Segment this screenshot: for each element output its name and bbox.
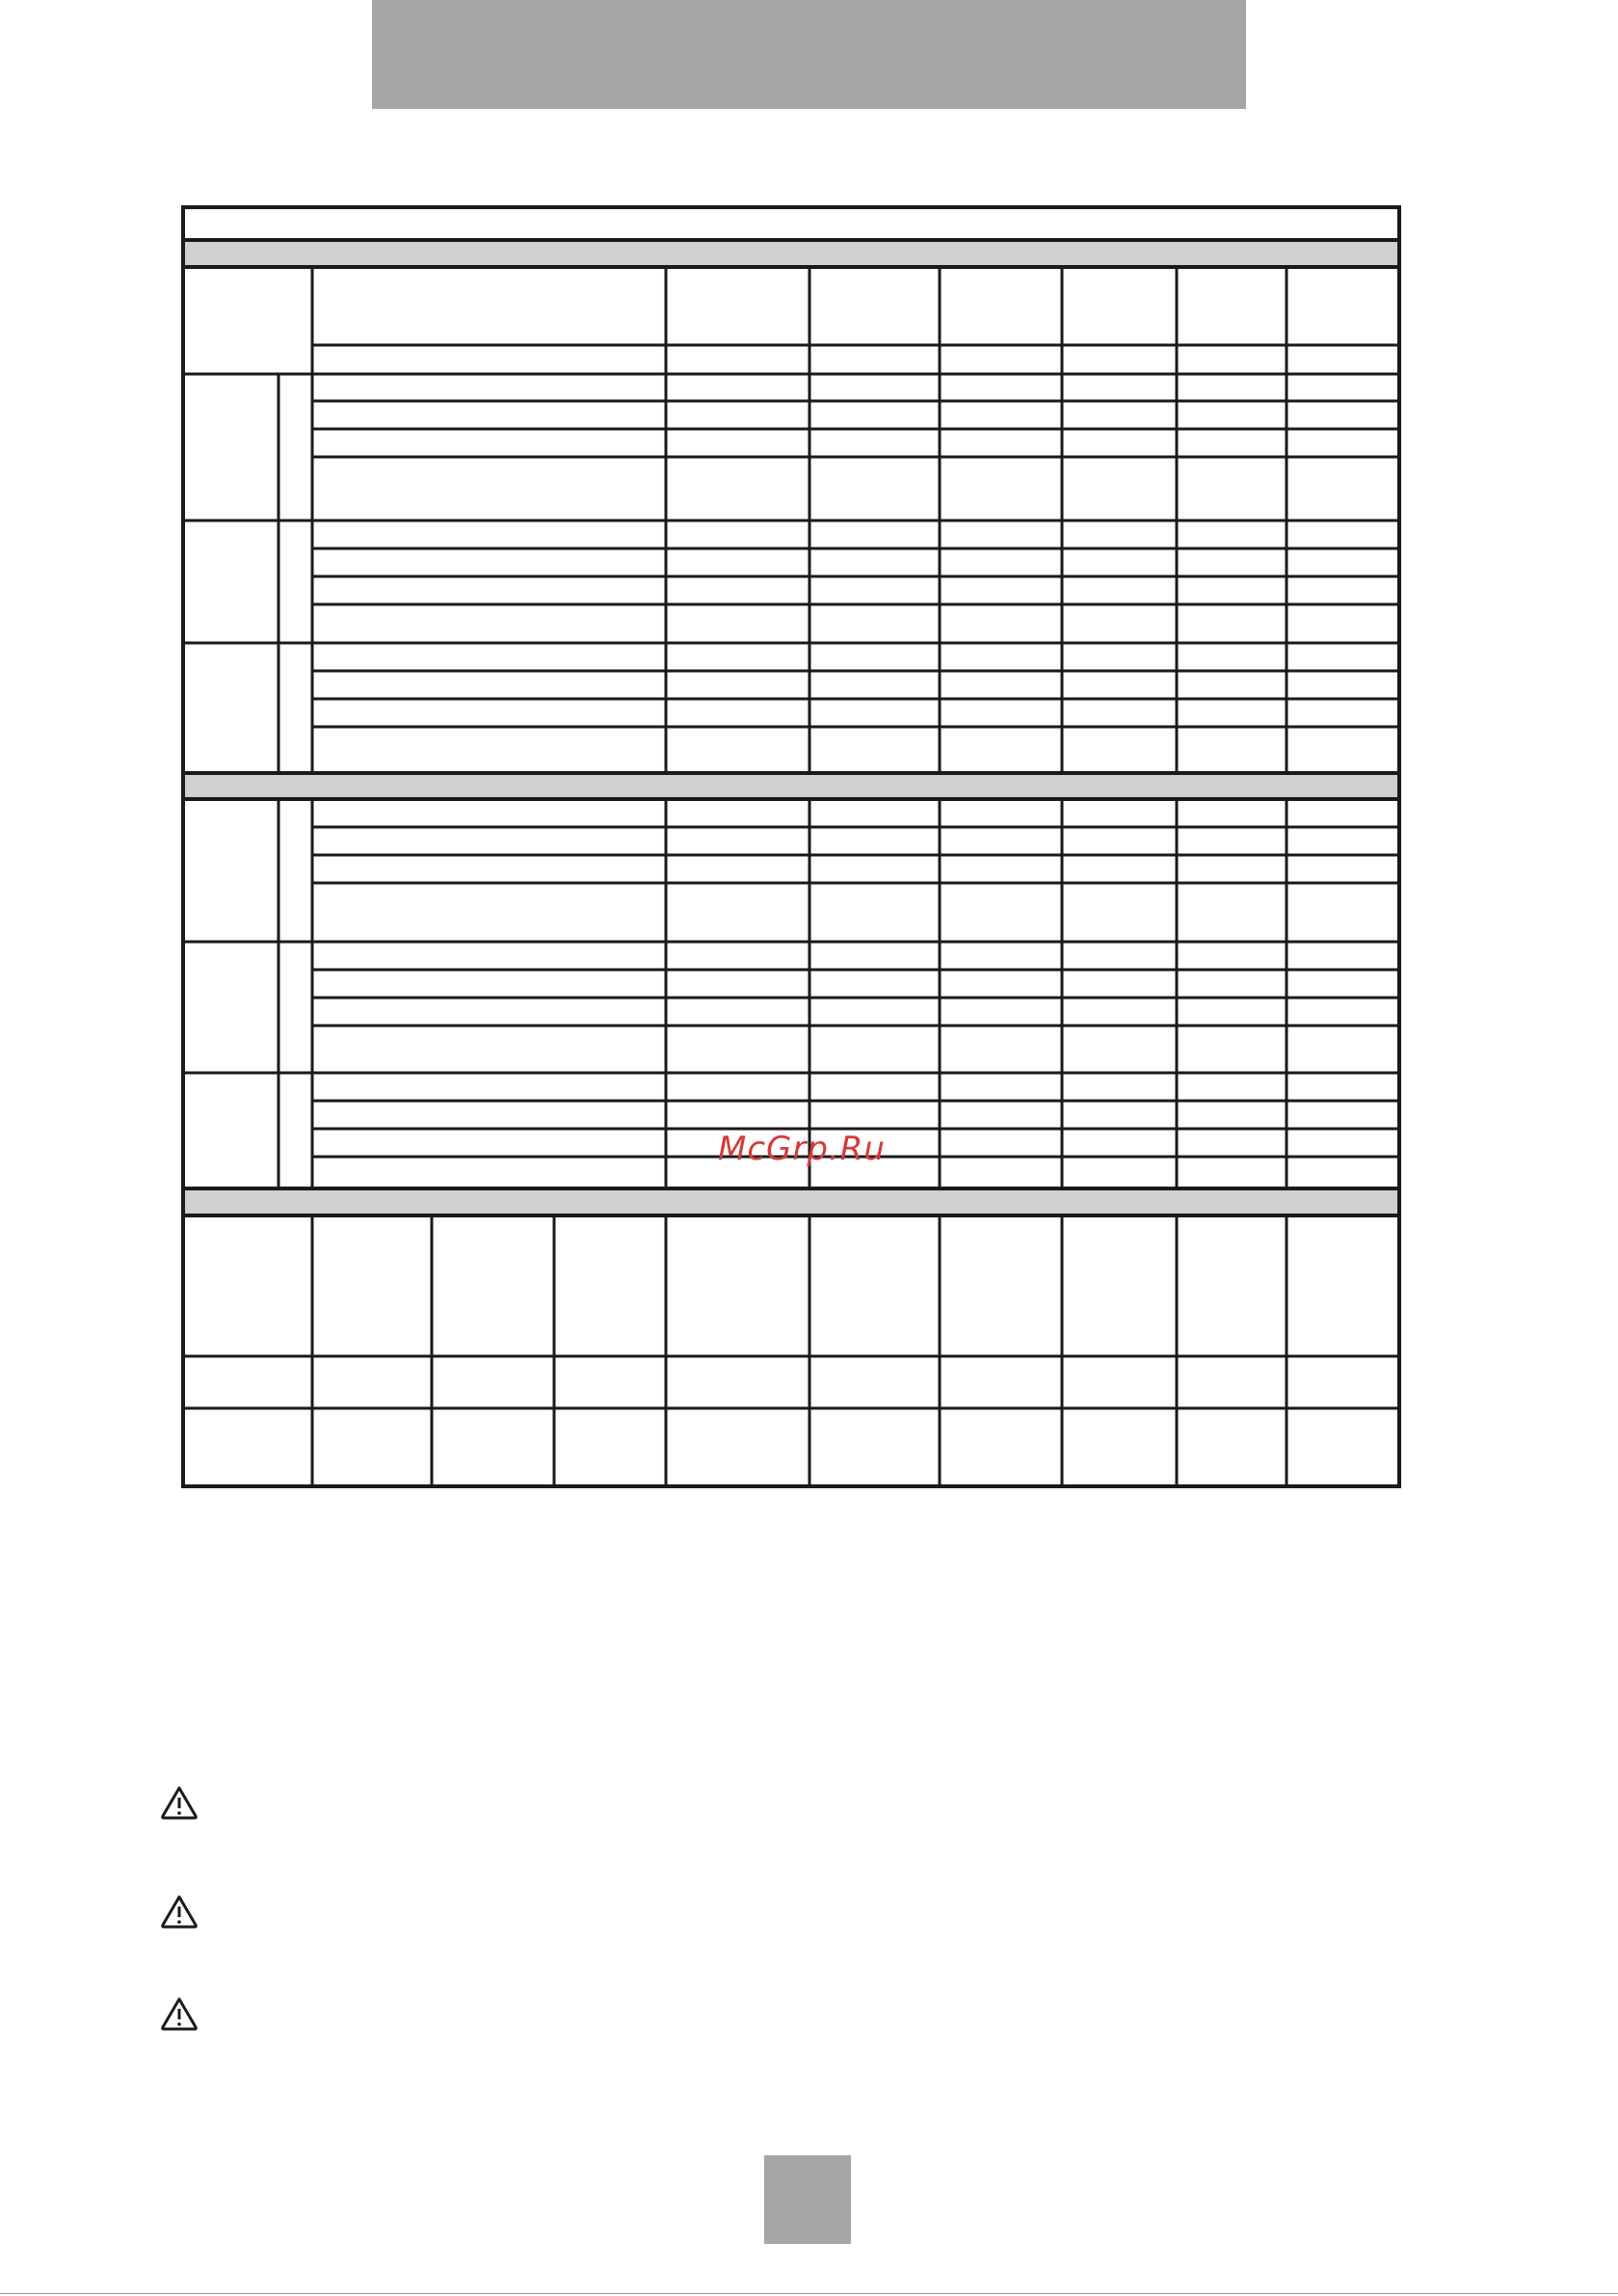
warning-triangle-icon (160, 1785, 199, 1820)
warning-triangle-icon (160, 1996, 199, 2031)
watermark: McGrp.Ru (718, 1130, 886, 1168)
bottom-rule (0, 2293, 1618, 2294)
table-frame (183, 207, 1399, 1486)
warning-triangle-icon (160, 1894, 199, 1929)
column-rules-lower (183, 1215, 1399, 1486)
page-number-tab (764, 2155, 851, 2244)
section-header-2 (183, 773, 1399, 799)
section-header-1 (183, 240, 1399, 267)
section-header-3 (183, 1188, 1399, 1215)
